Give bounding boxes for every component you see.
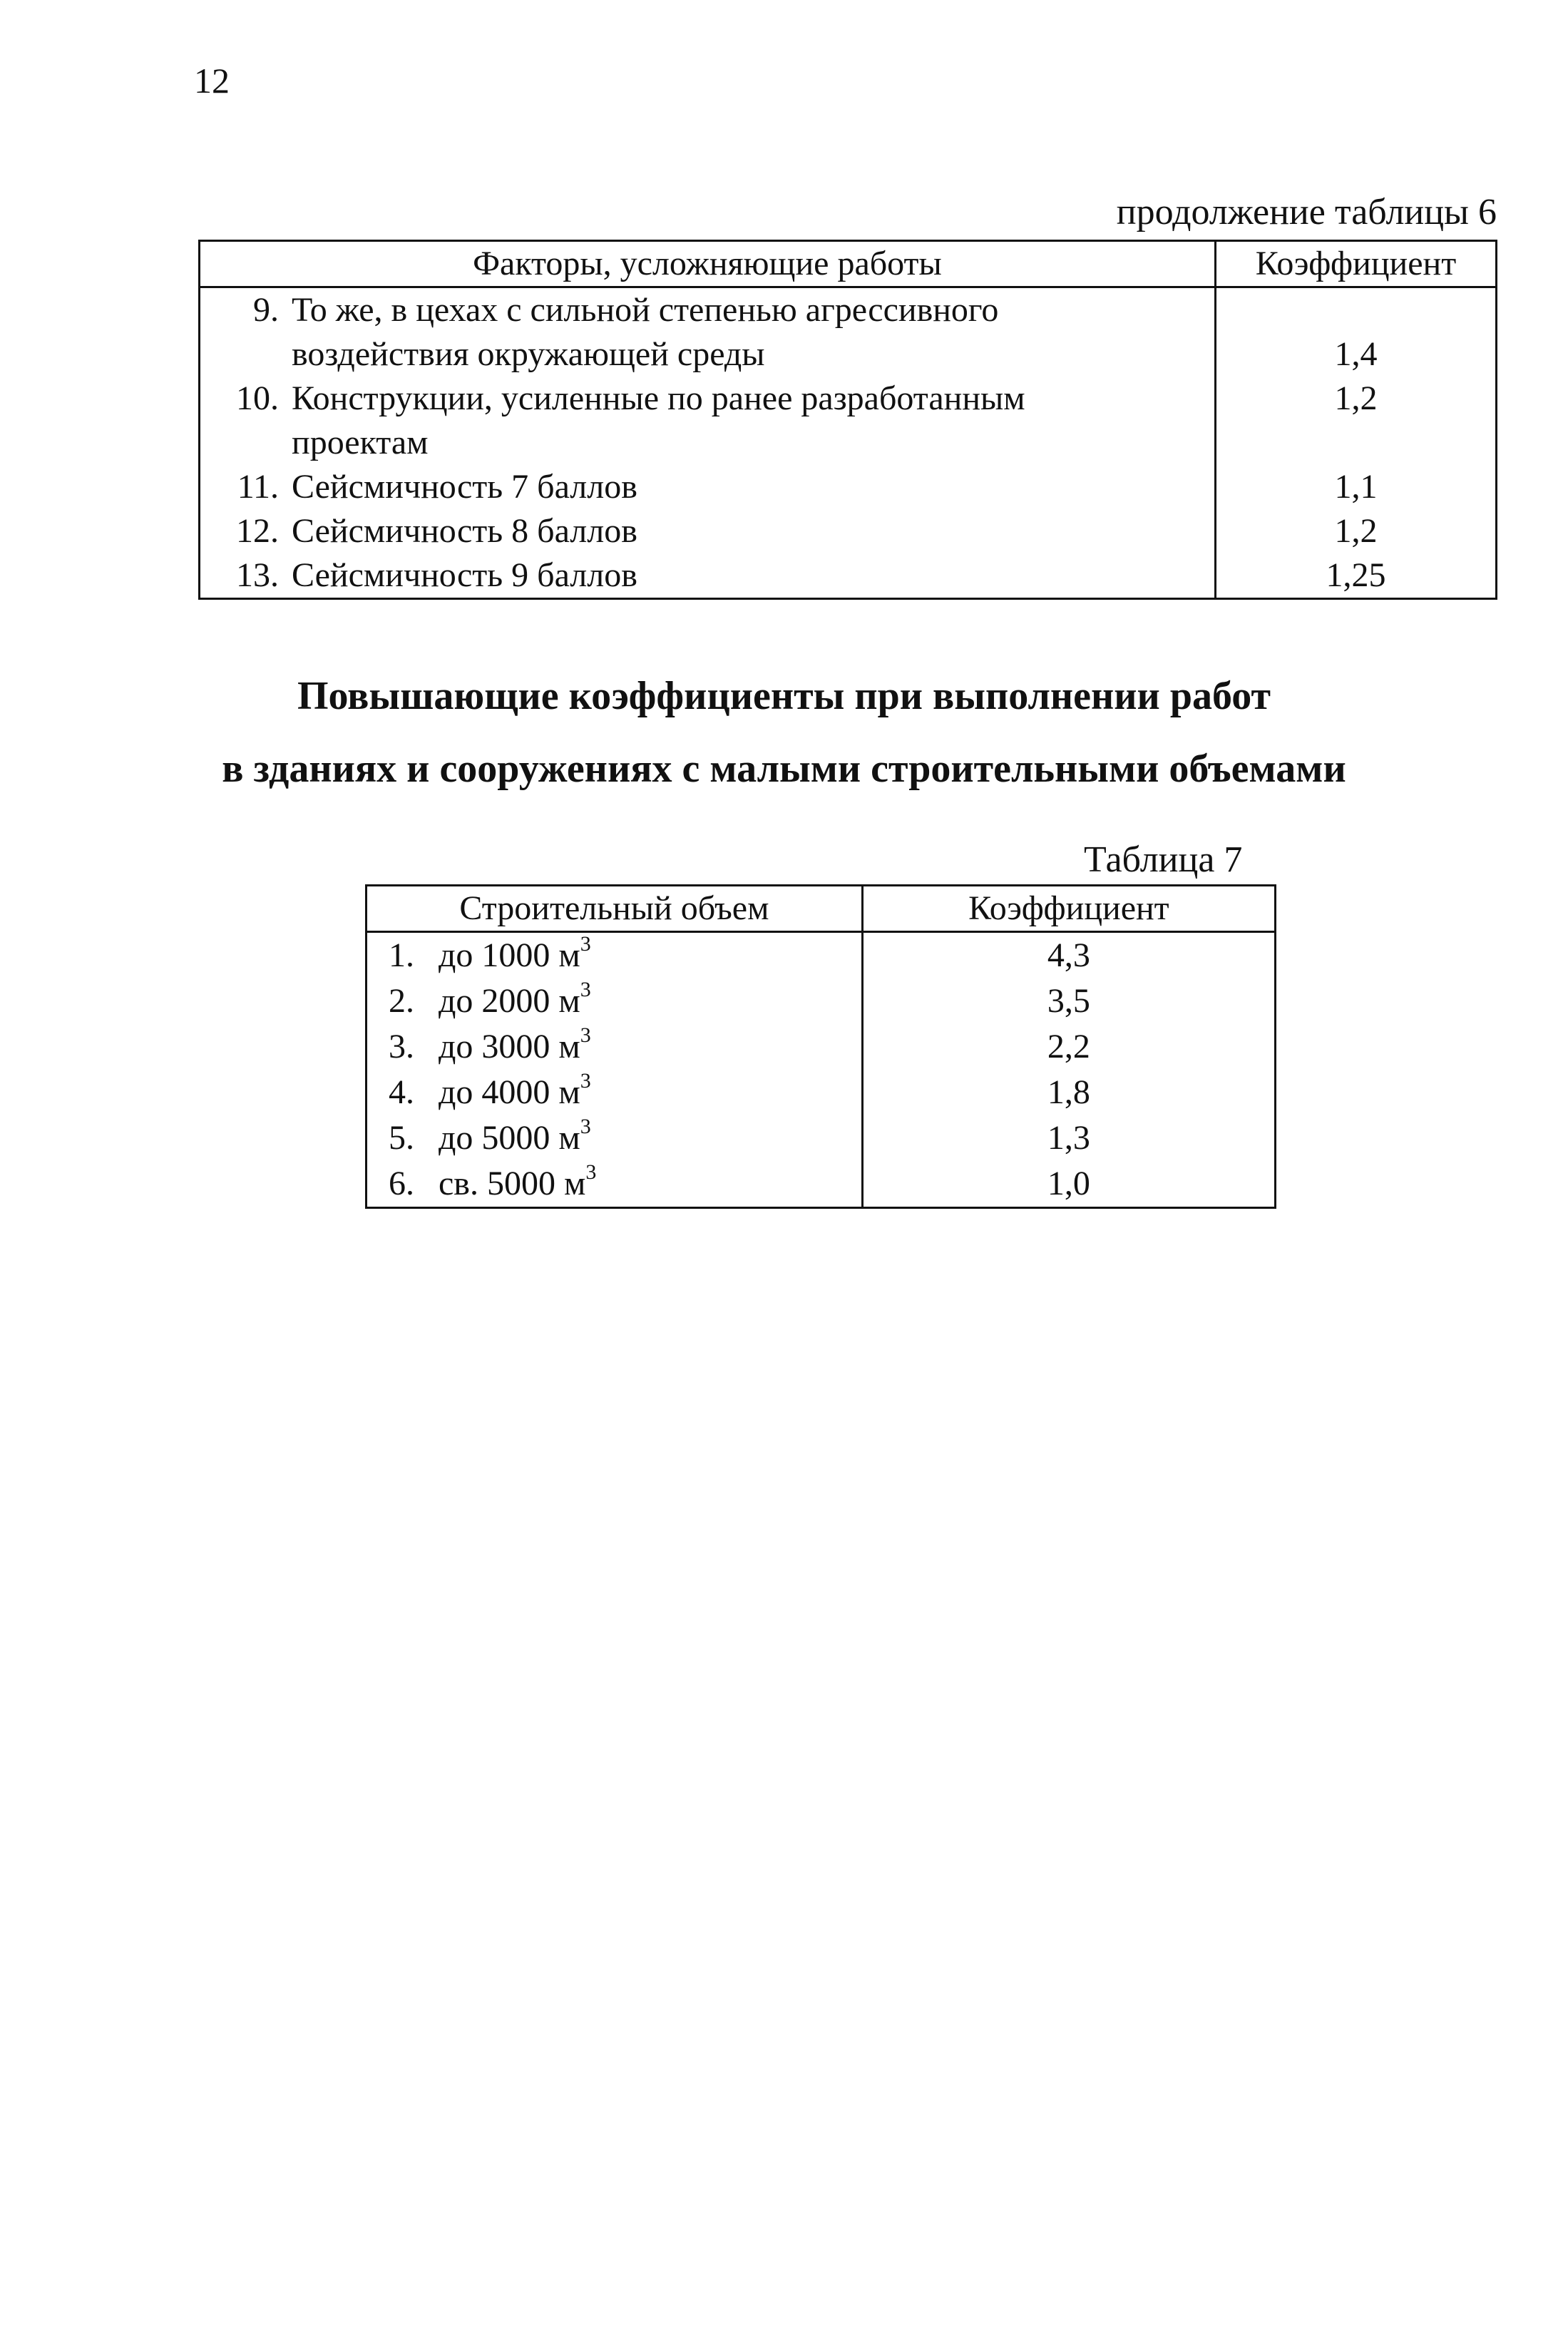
table6 xyxy=(198,240,1497,600)
volume-text: до 4000 xyxy=(439,1073,550,1111)
volume-text: до 2000 xyxy=(439,982,550,1020)
table6-cell-factor xyxy=(200,465,1216,509)
row-number: 11. xyxy=(237,468,279,506)
table-row xyxy=(200,377,1497,465)
section-heading-line2: в зданиях и сооружениях с малыми строительными объемами xyxy=(222,747,1346,791)
table6-cell-factor xyxy=(200,553,1216,599)
table-row xyxy=(367,1161,1276,1208)
table7-cell-volume xyxy=(367,1115,863,1161)
table-row xyxy=(200,287,1497,377)
table7-cell-value: 2,2 xyxy=(862,1024,1275,1070)
table6-cell-factor xyxy=(200,287,1216,377)
row-number: 13. xyxy=(236,556,279,594)
table6-cell-value: 1,1 xyxy=(1215,465,1496,509)
page-number: 12 xyxy=(194,61,230,101)
factor-line: Сейсмичность 9 баллов xyxy=(292,556,637,594)
table7-caption: Таблица 7 xyxy=(1084,839,1243,880)
row-number: 4. xyxy=(389,1073,414,1111)
table-row xyxy=(367,1070,1276,1115)
unit: м xyxy=(563,1165,586,1202)
table7-header-volume: Строительный объем xyxy=(367,886,863,932)
table6-header-coefficient: Коэффициент xyxy=(1215,241,1496,287)
row-number: 9. xyxy=(253,291,279,329)
table6-cell-factor xyxy=(200,377,1216,465)
table7-cell-volume xyxy=(367,1024,863,1070)
table6-header-row xyxy=(200,241,1497,287)
table7-cell-value: 1,0 xyxy=(862,1161,1275,1208)
unit-superscript: 3 xyxy=(585,1160,597,1184)
factor-line: Сейсмичность 7 баллов xyxy=(292,468,637,506)
table7-cell-value: 1,8 xyxy=(862,1070,1275,1115)
table7-cell-value: 4,3 xyxy=(862,932,1275,979)
table6-caption: продолжение таблицы 6 xyxy=(1116,192,1497,232)
table7-cell-volume xyxy=(367,1070,863,1115)
row-number: 1. xyxy=(389,936,414,974)
table6-header-factor: Факторы, усложняющие работы xyxy=(200,241,1216,287)
row-number: 3. xyxy=(389,1028,414,1065)
unit: м xyxy=(558,1119,580,1157)
row-number: 6. xyxy=(389,1165,414,1202)
row-number: 2. xyxy=(389,982,414,1020)
table7-cell-volume xyxy=(367,978,863,1024)
table7-cell-value: 3,5 xyxy=(862,978,1275,1024)
unit: м xyxy=(558,1073,580,1111)
section-heading-line1: Повышающие коэффициенты при выполнении работ xyxy=(297,674,1271,718)
unit-superscript: 3 xyxy=(580,1069,591,1093)
table-row xyxy=(367,1024,1276,1070)
table6-cell-value: 1,2 xyxy=(1215,377,1496,465)
factor-line: Сейсмичность 8 баллов xyxy=(292,512,637,550)
table-row xyxy=(200,509,1497,553)
table7 xyxy=(365,884,1276,1209)
table7-cell-volume xyxy=(367,932,863,979)
unit-superscript: 3 xyxy=(580,978,591,1001)
table7-header-coefficient: Коэффициент xyxy=(862,886,1275,932)
table6-cell-value: 1,4 xyxy=(1215,287,1496,377)
factor-line: Конструкции, усиленные по ранее разработанным xyxy=(292,379,1025,417)
unit: м xyxy=(558,982,580,1020)
table-row xyxy=(367,978,1276,1024)
table6-cell-factor xyxy=(200,509,1216,553)
table-row xyxy=(200,465,1497,509)
volume-text: до 1000 xyxy=(439,936,550,974)
unit-superscript: 3 xyxy=(580,1115,591,1138)
table6-cell-value: 1,2 xyxy=(1215,509,1496,553)
unit-superscript: 3 xyxy=(580,1023,591,1047)
volume-text: до 3000 xyxy=(439,1028,550,1065)
unit: м xyxy=(558,1028,580,1065)
unit: м xyxy=(558,936,580,974)
factor-line: То же, в цехах с сильной степенью агрессивного xyxy=(292,291,999,329)
table7-header-row xyxy=(367,886,1276,932)
row-number: 5. xyxy=(389,1119,414,1157)
table6-cell-value: 1,25 xyxy=(1215,553,1496,599)
factor-line: воздействия окружающей среды xyxy=(292,335,765,373)
row-number: 10. xyxy=(236,379,279,417)
table7-cell-volume xyxy=(367,1161,863,1208)
table-row xyxy=(367,932,1276,979)
factor-line: проектам xyxy=(292,424,429,461)
row-number: 12. xyxy=(236,512,279,550)
volume-text: до 5000 xyxy=(439,1119,550,1157)
table7-cell-value: 1,3 xyxy=(862,1115,1275,1161)
table-row xyxy=(367,1115,1276,1161)
table-row xyxy=(200,553,1497,599)
volume-text: св. 5000 xyxy=(439,1165,555,1202)
unit-superscript: 3 xyxy=(580,932,591,956)
